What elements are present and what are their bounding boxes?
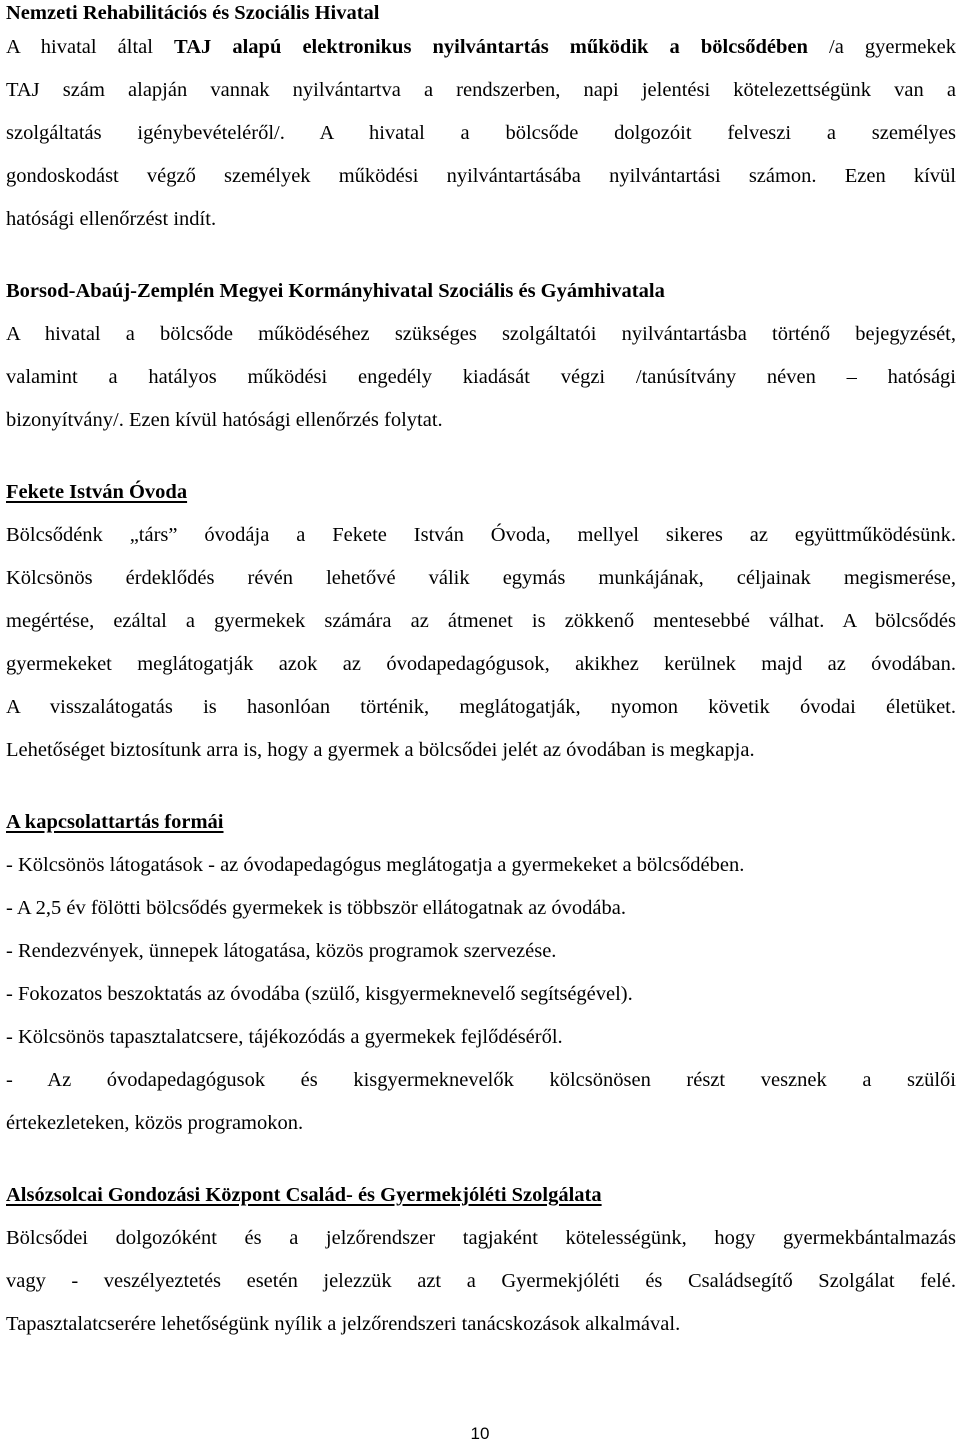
bold-text-run: TAJ alapú elektronikus nyilvántartás működik a bölcsődében: [174, 36, 808, 58]
list-item: - Kölcsönös tapasztalatcsere, tájékozódás a gyermekek fejlődéséről.: [6, 1026, 563, 1048]
section-heading-nrszh: Nemzeti Rehabilitációs és Szociális Hivatal: [6, 2, 380, 24]
paragraph-line: bizonyítvány/. Ezen kívül hatósági ellenőrzés folytat.: [6, 409, 443, 431]
list-item: - Kölcsönös látogatások - az óvodapedagógus meglátogatja a gyermekeket a bölcsődében.: [6, 854, 745, 876]
paragraph-line: valamint a hatályos működési engedély kiadását végzi /tanúsítvány néven – hatósági: [6, 366, 956, 388]
list-item: - A 2,5 év fölötti bölcsődés gyermekek is többször ellátogatnak az óvodába.: [6, 897, 626, 919]
list-item-continuation: értekezleteken, közös programokon.: [6, 1112, 304, 1134]
paragraph-line: Lehetőséget biztosítunk arra is, hogy a gyermek a bölcsődei jelét az óvodában is megkapja.: [6, 739, 755, 761]
paragraph-line: Bölcsődénk „társ” óvodája a Fekete István Óvoda, mellyel sikeres az együttműködésünk.: [6, 524, 956, 546]
paragraph-line: vagy - veszélyeztetés esetén jelezzük azt a Gyermekjóléti és Családsegítő Szolgálat felé.: [6, 1270, 956, 1292]
section-heading-ovoda: Fekete István Óvoda: [6, 481, 188, 503]
list-item: - Rendezvények, ünnepek látogatása, közös programok szervezése.: [6, 940, 557, 962]
paragraph-line: gyermekeket meglátogatják azok az óvodapedagógusok, akikhez kerülnek majd az óvodában.: [6, 653, 956, 675]
spacer: [6, 241, 956, 270]
paragraph-line: Kölcsönös érdeklődés révén lehetővé válik egymás munkájának, céljainak megismerése,: [6, 567, 956, 589]
paragraph-line: Bölcsődei dolgozóként és a jelzőrendszer tagjaként kötelességünk, hogy gyermekbántalmazás: [6, 1227, 956, 1249]
paragraph-line: Tapasztalatcserére lehetőségünk nyílik a jelzőrendszeri tanácskozások alkalmával.: [6, 1313, 681, 1335]
section-heading-kapcsolattartas: A kapcsolattartás formái: [6, 811, 224, 833]
text-run: A hivatal által: [6, 36, 175, 58]
page-number: 10: [470, 1424, 490, 1443]
section-heading-gondozasi-kozpont: Alsózsolcai Gondozási Központ Család- és Gyermekjóléti Szolgálata: [6, 1184, 602, 1206]
list-item: - Fokozatos beszoktatás az óvodába (szülő, kisgyermeknevelő segítségével).: [6, 983, 633, 1005]
document-page: [6, 0, 956, 1346]
spacer: [6, 442, 956, 471]
section-heading-kormanyhivatal: Borsod-Abaúj-Zemplén Megyei Kormányhivatal Szociális és Gyámhivatala: [6, 280, 665, 302]
paragraph-line: gondoskodást végző személyek működési nyilvántartásába nyilvántartási számon. Ezen kívül: [6, 165, 956, 187]
paragraph-line: TAJ szám alapján vannak nyilvántartva a rendszerben, napi jelentési kötelezettségünk van a: [6, 79, 956, 101]
paragraph-line: [6, 26, 956, 69]
paragraph-line: A visszalátogatás is hasonlóan történik, meglátogatják, nyomon követik óvodai életüket.: [6, 696, 956, 718]
spacer: [6, 1145, 956, 1174]
paragraph-line: megértése, ezáltal a gyermekek számára az átmenet is zökkenő mentesebbé válhat. A bölcsődés: [6, 610, 956, 632]
paragraph-line: A hivatal a bölcsőde működéséhez szükséges szolgáltatói nyilvántartásba történő bejegyzését,: [6, 323, 956, 345]
paragraph-line: szolgáltatás igénybevételéről/. A hivatal a bölcsőde dolgozóit felveszi a személyes: [6, 122, 956, 144]
paragraph-line: hatósági ellenőrzést indít.: [6, 208, 217, 230]
list-item: - Az óvodapedagógusok és kisgyermeknevelők kölcsönösen részt vesznek a szülői: [6, 1069, 956, 1091]
text-run: /a gyermekek: [807, 36, 956, 58]
spacer: [6, 772, 956, 801]
